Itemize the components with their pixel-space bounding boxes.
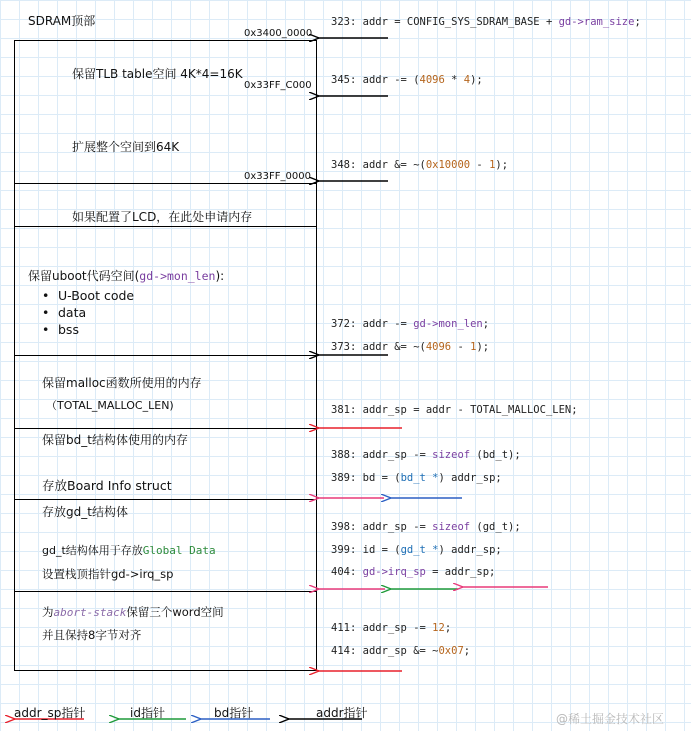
- region-bdt-info: 存放Board Info struct: [42, 478, 172, 493]
- code-line-404: 404: gd->irq_sp = addr_sp;: [331, 566, 496, 578]
- uboot-title-suffix: ):: [215, 269, 225, 283]
- region-malloc-size: （TOTAL_MALLOC_LEN): [46, 399, 174, 412]
- code-line-389: 389: bd = (bd_t *) addr_sp;: [331, 472, 502, 484]
- uboot-item: • data: [28, 304, 134, 321]
- code-line-411: 411: addr_sp -= 12;: [331, 622, 452, 634]
- legend-bd-label: bd指针: [214, 706, 254, 720]
- code-line-345: 345: addr -= (4096 * 4);: [331, 74, 483, 86]
- code-line-388: 388: addr_sp -= sizeof (bd_t);: [331, 449, 521, 461]
- code-line-323: 323: addr = CONFIG_SYS_SDRAM_BASE + gd->ram_size;: [331, 16, 641, 28]
- legend-id-label: id指针: [130, 706, 165, 720]
- abort-suffix: 保留三个word空间: [126, 605, 224, 619]
- address-label-tlb: 0x33FF_C000: [244, 80, 312, 91]
- uboot-title-prefix: 保留uboot代码空间(: [28, 269, 140, 283]
- abort-prefix: 为: [42, 605, 54, 619]
- legend-addr-label: addr指针: [316, 706, 368, 720]
- region-malloc-text: 保留malloc函数所使用的内存: [42, 376, 202, 390]
- code-line-381: 381: addr_sp = addr - TOTAL_MALLOC_LEN;: [331, 404, 578, 416]
- code-line-372: 372: addr -= gd->mon_len;: [331, 318, 490, 330]
- uboot-item: • U-Boot code: [28, 287, 134, 304]
- watermark: @稀土掘金技术社区: [556, 712, 665, 726]
- gdt-purpose-prefix: gd_t结构体用于存放: [42, 544, 143, 557]
- region-abort-align: 并且保持8字节对齐: [42, 628, 142, 642]
- code-line-414: 414: addr_sp &= ~0x07;: [331, 645, 471, 657]
- code-line-399: 399: id = (gd_t *) addr_sp;: [331, 544, 502, 556]
- region-bdt-text: 保留bd_t结构体使用的内存: [42, 433, 188, 447]
- uboot-item: • bss: [28, 321, 134, 338]
- region-lcd-text: 如果配置了LCD，在此处申请内存: [72, 210, 253, 224]
- code-line-398: 398: addr_sp -= sizeof (gd_t);: [331, 521, 521, 533]
- uboot-title-code: gd->mon_len: [139, 269, 216, 283]
- gdt-purpose-code: Global Data: [142, 544, 216, 557]
- region-expand-text: 扩展整个空间到64K: [72, 140, 180, 154]
- region-gdt-text: 存放gd_t结构体: [42, 505, 128, 519]
- legend-addr-sp-label: addr_sp指针: [14, 706, 86, 720]
- code-line-348: 348: addr &= ~(0x10000 - 1);: [331, 159, 509, 171]
- address-label-top: 0x3400_0000: [244, 28, 313, 39]
- code-line-373: 373: addr &= ~(4096 - 1);: [331, 341, 490, 353]
- abort-code: abort-stack: [53, 606, 127, 619]
- diagram-title: SDRAM顶部: [28, 14, 96, 28]
- region-tlb-text: 保留TLB table空间 4K*4=16K: [72, 67, 243, 81]
- region-gdt-stack: 设置栈顶指针gd->irq_sp: [42, 567, 174, 581]
- address-label-64k: 0x33FF_0000: [244, 171, 311, 182]
